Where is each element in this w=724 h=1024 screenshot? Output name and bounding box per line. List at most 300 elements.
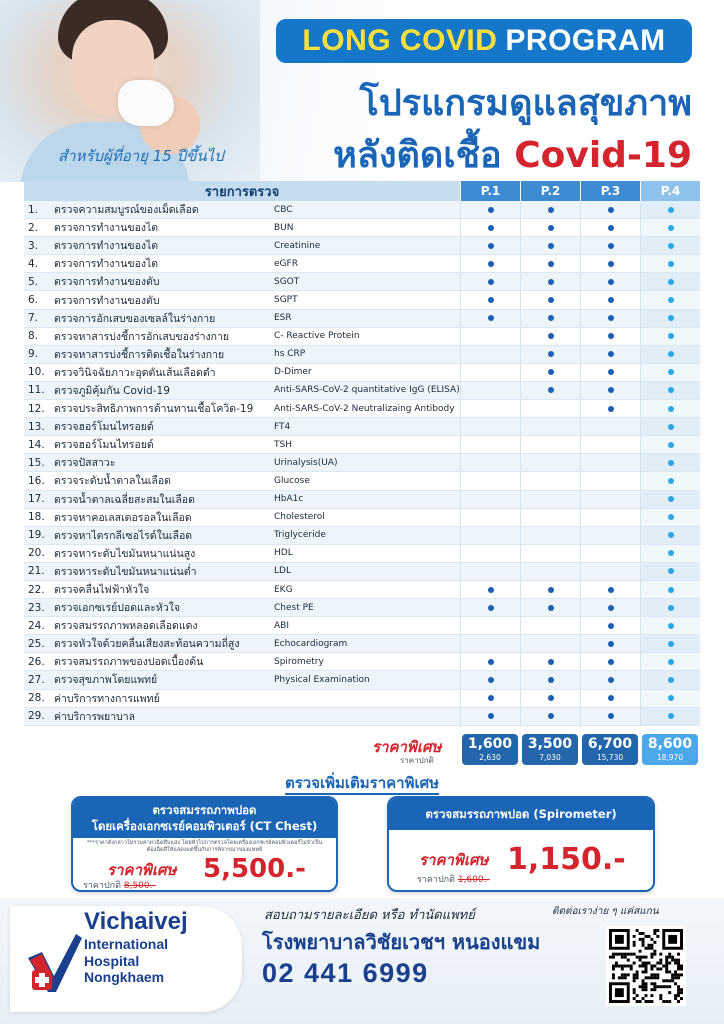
included-dot-icon <box>668 315 674 321</box>
table-row <box>24 237 700 255</box>
row-test-code <box>274 690 460 707</box>
package-cell-p2 <box>520 563 580 580</box>
package-cell-p2 <box>520 400 580 417</box>
package-cell-p4 <box>640 364 700 381</box>
row-thai-name: ตรวจหาสารบ่งชี้การอักเสบของร่างกาย <box>54 330 230 343</box>
row-thai-name: ตรวจความสมบูรณ์ของเม็ดเลือด <box>54 204 199 217</box>
package-cell-p4 <box>640 491 700 508</box>
included-dot-icon <box>608 677 614 683</box>
included-dot-icon <box>668 243 674 249</box>
row-number: 23. <box>28 601 45 614</box>
program-title-banner <box>276 19 692 63</box>
package-cell-p1 <box>460 509 520 526</box>
package-cell-p1 <box>460 364 520 381</box>
table-header-items: รายการตรวจ <box>24 181 460 201</box>
package-cell-p3 <box>580 310 640 327</box>
package-cell-p3 <box>580 491 640 508</box>
row-number: 13. <box>28 420 45 433</box>
program-title-program: PROGRAM <box>505 24 666 57</box>
package-cell-p2 <box>520 454 580 471</box>
package-cell-p3 <box>580 708 640 725</box>
package-cell-p2 <box>520 255 580 272</box>
package-cell-p3 <box>580 527 640 544</box>
included-dot-icon <box>608 315 614 321</box>
logo-text <box>84 908 188 986</box>
included-dot-icon <box>668 514 674 520</box>
package-cell-p2 <box>520 382 580 399</box>
extra-tests-title <box>0 771 724 795</box>
included-dot-icon <box>668 713 674 719</box>
package-cell-p4 <box>640 310 700 327</box>
row-test-code: Physical Examination <box>274 674 370 685</box>
package-cell-p1 <box>460 527 520 544</box>
package-cell-p4 <box>640 255 700 272</box>
package-header-p2: P.2 <box>520 181 580 201</box>
table-body <box>24 201 700 726</box>
included-dot-icon <box>608 406 614 412</box>
included-dot-icon <box>668 478 674 484</box>
row-thai-name: ตรวจหัวใจด้วยคลื่นเสียงสะท้อนความถี่สูง <box>54 638 240 651</box>
package-cell-p4 <box>640 237 700 254</box>
included-dot-icon <box>668 424 674 430</box>
included-dot-icon <box>608 261 614 267</box>
row-number: 10. <box>28 366 45 379</box>
included-dot-icon <box>548 243 554 249</box>
logo-line3: Hospital <box>84 952 140 969</box>
row-test-code: Spirometry <box>274 656 324 667</box>
included-dot-icon <box>488 713 494 719</box>
package-cell-p2 <box>520 418 580 435</box>
included-dot-icon <box>608 225 614 231</box>
row-thai-name: ตรวจสมรรถภาพหลอดเลือดแดง <box>54 620 198 633</box>
scan-note: ติดต่อเราง่าย ๆ แค่สแกน <box>552 906 659 917</box>
package-cell-p4 <box>640 382 700 399</box>
checkup-table <box>24 181 700 726</box>
thai-subtitle <box>333 126 692 182</box>
special-price-p1: 1,600 <box>467 736 513 752</box>
package-cell-p1 <box>460 255 520 272</box>
included-dot-icon <box>668 351 674 357</box>
package-cell-p1 <box>460 653 520 670</box>
package-cell-p2 <box>520 273 580 290</box>
header-banner <box>0 0 724 182</box>
row-test-code: Echocardiogram <box>274 638 348 649</box>
table-row <box>24 201 700 219</box>
package-cell-p4 <box>640 400 700 417</box>
row-thai-name: ตรวจประสิทธิภาพการต้านทานเชื้อโควิด-19 <box>54 403 254 416</box>
package-cell-p1 <box>460 418 520 435</box>
included-dot-icon <box>488 243 494 249</box>
package-cell-p4 <box>640 472 700 489</box>
included-dot-icon <box>608 641 614 647</box>
row-test-code: EKG <box>274 584 293 595</box>
package-header-p1: P.1 <box>460 181 520 201</box>
package-cell-p3 <box>580 581 640 598</box>
included-dot-icon <box>668 442 674 448</box>
included-dot-icon <box>668 587 674 593</box>
table-row <box>24 545 700 563</box>
package-cell-p4 <box>640 545 700 562</box>
included-dot-icon <box>548 225 554 231</box>
package-cell-p3 <box>580 418 640 435</box>
included-dot-icon <box>548 605 554 611</box>
table-row <box>24 382 700 400</box>
row-thai-name: ตรวจการทำงานของไต <box>54 222 159 235</box>
special-price-p2: 3,500 <box>527 736 573 752</box>
package-cell-p3 <box>580 328 640 345</box>
thai-title: โปรแกรมดูแลสุขภาพ <box>359 83 692 124</box>
row-test-code: C- Reactive Protein <box>274 331 360 342</box>
row-test-code: ESR <box>274 313 292 324</box>
package-cell-p4 <box>640 346 700 363</box>
row-number: 28. <box>28 692 45 705</box>
ct-special-label: ราคาพิเศษ <box>107 861 177 879</box>
package-cell-p4 <box>640 599 700 616</box>
ct-normal-price <box>83 878 156 892</box>
included-dot-icon <box>488 605 494 611</box>
row-test-code: hs CRP <box>274 349 306 360</box>
price-box-p4 <box>642 734 698 765</box>
included-dot-icon <box>668 279 674 285</box>
package-cell-p3 <box>580 255 640 272</box>
price-row <box>24 734 700 766</box>
spirometer-card <box>387 796 655 892</box>
included-dot-icon <box>608 587 614 593</box>
package-cell-p2 <box>520 653 580 670</box>
table-row <box>24 563 700 581</box>
table-row <box>24 690 700 708</box>
row-test-code: HbA1c <box>274 494 304 505</box>
row-thai-name: ตรวจหาระดับไขมันหนาแน่นต่ำ <box>54 565 197 578</box>
special-price-label: ราคาพิเศษ <box>372 738 442 756</box>
included-dot-icon <box>668 406 674 412</box>
row-test-code: D-Dimer <box>274 367 312 378</box>
row-test-code: Anti-SARS-CoV-2 Neutralizaing Antibody <box>274 403 455 414</box>
included-dot-icon <box>548 659 554 665</box>
row-thai-name: ตรวจวินิจฉัยภาวะอุดตันเส้นเลือดดำ <box>54 366 216 379</box>
row-thai-name: ตรวจสมรรถภาพของปอดเบื้องต้น <box>54 656 204 669</box>
included-dot-icon <box>668 225 674 231</box>
package-cell-p1 <box>460 635 520 652</box>
row-thai-name: ตรวจน้ำตาลเฉลี่ยสะสมในเลือด <box>54 493 195 506</box>
included-dot-icon <box>488 225 494 231</box>
package-cell-p4 <box>640 454 700 471</box>
package-cell-p4 <box>640 436 700 453</box>
included-dot-icon <box>668 496 674 502</box>
table-row <box>24 509 700 527</box>
ct-note-line1: ***ราคาดังกล่าวไม่รวมค่ายาฉีดทึบแสง โดยทั่วไปการตรวจโดยเครื่องเอกซเรย์คอมพิวเตอร์ไม่จำเป็น <box>86 840 323 846</box>
included-dot-icon <box>548 207 554 213</box>
package-cell-p2 <box>520 237 580 254</box>
included-dot-icon <box>668 369 674 375</box>
table-row <box>24 635 700 653</box>
row-test-code: HDL <box>274 548 293 559</box>
included-dot-icon <box>488 315 494 321</box>
package-cell-p2 <box>520 545 580 562</box>
row-test-code: FT4 <box>274 421 291 432</box>
row-thai-name: ตรวจสุขภาพโดยแพทย์ <box>54 674 158 687</box>
package-cell-p4 <box>640 653 700 670</box>
special-price-p3: 6,700 <box>587 736 633 752</box>
package-cell-p2 <box>520 291 580 308</box>
package-cell-p2 <box>520 599 580 616</box>
included-dot-icon <box>548 261 554 267</box>
package-cell-p1 <box>460 436 520 453</box>
row-test-code <box>274 708 460 725</box>
row-test-code: LDL <box>274 566 291 577</box>
package-cell-p3 <box>580 599 640 616</box>
included-dot-icon <box>668 641 674 647</box>
included-dot-icon <box>608 333 614 339</box>
package-cell-p2 <box>520 509 580 526</box>
table-header <box>24 181 700 201</box>
package-cell-p4 <box>640 690 700 707</box>
package-cell-p1 <box>460 472 520 489</box>
included-dot-icon <box>668 695 674 701</box>
program-title-long-covid: LONG COVID <box>302 24 498 57</box>
package-cell-p2 <box>520 364 580 381</box>
package-cell-p3 <box>580 545 640 562</box>
package-cell-p3 <box>580 472 640 489</box>
row-number: 21. <box>28 565 45 578</box>
package-cell-p3 <box>580 653 640 670</box>
row-number: 27. <box>28 673 45 686</box>
thai-subtitle-text: หลังติดเชื้อ <box>333 135 502 176</box>
included-dot-icon <box>488 261 494 267</box>
logo-line2: International <box>84 936 169 952</box>
package-cell-p3 <box>580 291 640 308</box>
package-cell-p1 <box>460 454 520 471</box>
ct-note <box>73 838 336 854</box>
extra-tests-title-text: ตรวจเพิ่มเติมราคาพิเศษ <box>285 774 439 795</box>
package-cell-p2 <box>520 472 580 489</box>
included-dot-icon <box>608 387 614 393</box>
included-dot-icon <box>608 207 614 213</box>
package-cell-p3 <box>580 364 640 381</box>
row-thai-name: ตรวจระดับน้ำตาลในเลือด <box>54 475 171 488</box>
row-number: 16. <box>28 474 45 487</box>
table-row <box>24 454 700 472</box>
ct-chest-card <box>71 796 338 892</box>
included-dot-icon <box>488 297 494 303</box>
row-thai-name: ตรวจฮอร์โมนไทรอยด์ <box>54 439 154 452</box>
hospital-checkmark-logo-icon <box>24 930 84 996</box>
contact-question: สอบถามรายละเอียด หรือ ทำนัดแพทย์ <box>264 908 475 923</box>
package-cell-p1 <box>460 690 520 707</box>
row-thai-name: ตรวจการทำงานของไต <box>54 240 159 253</box>
package-cell-p4 <box>640 273 700 290</box>
package-cell-p4 <box>640 418 700 435</box>
row-test-code: SGOT <box>274 276 300 287</box>
row-test-code: Triglyceride <box>274 530 326 541</box>
row-thai-name: ค่าบริการทางการแพทย์ <box>54 692 160 705</box>
package-cell-p4 <box>640 635 700 652</box>
row-thai-name: ตรวจหาระดับไขมันหนาแน่นสูง <box>54 547 196 560</box>
included-dot-icon <box>668 460 674 466</box>
row-thai-name: ตรวจปัสสาวะ <box>54 457 116 470</box>
package-cell-p3 <box>580 563 640 580</box>
package-cell-p2 <box>520 635 580 652</box>
package-cell-p4 <box>640 527 700 544</box>
row-number: 25. <box>28 637 45 650</box>
package-cell-p3 <box>580 201 640 218</box>
table-row <box>24 472 700 490</box>
package-cell-p2 <box>520 201 580 218</box>
row-thai-name: ตรวจหาไตรกลีเซอไรด์ในเลือด <box>54 529 193 542</box>
included-dot-icon <box>668 550 674 556</box>
row-number: 2. <box>28 221 39 234</box>
included-dot-icon <box>608 713 614 719</box>
table-row <box>24 273 700 291</box>
included-dot-icon <box>548 713 554 719</box>
package-cell-p1 <box>460 708 520 725</box>
included-dot-icon <box>548 351 554 357</box>
row-test-code: eGFR <box>274 258 298 269</box>
row-thai-name: ตรวจคลื่นไฟฟ้าหัวใจ <box>54 584 150 597</box>
price-box-p2 <box>522 734 578 765</box>
package-cell-p4 <box>640 328 700 345</box>
special-price-p4: 8,600 <box>647 736 693 752</box>
row-number: 19. <box>28 529 45 542</box>
included-dot-icon <box>608 623 614 629</box>
package-cell-p1 <box>460 201 520 218</box>
table-row <box>24 527 700 545</box>
spiro-normal-label: ราคาปกติ <box>417 875 455 885</box>
spirometer-card-head: ตรวจสมรรถภาพปอด (Spirometer) <box>389 798 653 830</box>
ct-normal-label: ราคาปกติ <box>83 881 121 891</box>
table-row <box>24 418 700 436</box>
package-cell-p1 <box>460 599 520 616</box>
table-row <box>24 708 700 726</box>
price-box-p3 <box>582 734 638 765</box>
row-number: 14. <box>28 438 45 451</box>
included-dot-icon <box>668 261 674 267</box>
package-cell-p2 <box>520 708 580 725</box>
package-cell-p1 <box>460 581 520 598</box>
covid-label: Covid-19 <box>514 135 692 176</box>
ct-chest-card-head <box>73 798 336 838</box>
table-row <box>24 491 700 509</box>
package-cell-p1 <box>460 273 520 290</box>
package-cell-p3 <box>580 690 640 707</box>
package-cell-p4 <box>640 219 700 236</box>
included-dot-icon <box>668 677 674 683</box>
row-number: 5. <box>28 275 39 288</box>
table-row <box>24 436 700 454</box>
row-number: 3. <box>28 239 39 252</box>
table-row <box>24 364 700 382</box>
included-dot-icon <box>608 695 614 701</box>
spiro-special-price: 1,150.- <box>507 842 626 877</box>
qr-code-icon[interactable] <box>606 926 686 1006</box>
package-header-p3: P.3 <box>580 181 640 201</box>
included-dot-icon <box>548 587 554 593</box>
row-thai-name: ตรวจเอกซเรย์ปอดและหัวใจ <box>54 602 180 615</box>
row-thai-name: ตรวจการอักเสบของเซลล์ในร่างกาย <box>54 312 216 325</box>
row-number: 24. <box>28 619 45 632</box>
package-cell-p4 <box>640 291 700 308</box>
phone-number[interactable]: 02 441 6999 <box>262 958 429 988</box>
included-dot-icon <box>668 605 674 611</box>
package-cell-p1 <box>460 617 520 634</box>
package-cell-p1 <box>460 671 520 688</box>
row-number: 9. <box>28 348 39 361</box>
included-dot-icon <box>608 659 614 665</box>
package-cell-p1 <box>460 346 520 363</box>
included-dot-icon <box>668 568 674 574</box>
package-cell-p1 <box>460 219 520 236</box>
included-dot-icon <box>668 297 674 303</box>
row-thai-name: ตรวจหาสารบ่งชี้การติดเชื้อในร่างกาย <box>54 348 225 361</box>
row-test-code: Urinalysis(UA) <box>274 457 338 468</box>
package-cell-p3 <box>580 635 640 652</box>
normal-price-label: ราคาปกติ <box>400 756 434 765</box>
package-cell-p1 <box>460 545 520 562</box>
row-thai-name: ตรวจภูมิคุ้มกัน Covid-19 <box>54 384 170 397</box>
row-test-code: Creatinine <box>274 240 321 251</box>
included-dot-icon <box>668 333 674 339</box>
package-cell-p4 <box>640 563 700 580</box>
package-cell-p3 <box>580 617 640 634</box>
row-number: 8. <box>28 330 39 343</box>
package-cell-p2 <box>520 690 580 707</box>
package-cell-p1 <box>460 291 520 308</box>
package-cell-p3 <box>580 346 640 363</box>
row-number: 4. <box>28 257 39 270</box>
row-number: 17. <box>28 493 45 506</box>
package-cell-p1 <box>460 382 520 399</box>
package-cell-p4 <box>640 671 700 688</box>
logo-line1: Vichaivej <box>84 908 188 935</box>
included-dot-icon <box>608 297 614 303</box>
row-thai-name: ค่าบริการพยาบาล <box>54 710 136 723</box>
package-cell-p1 <box>460 563 520 580</box>
spiro-normal-price <box>417 872 490 886</box>
normal-price-p3: 15,730 <box>596 753 624 762</box>
package-cell-p4 <box>640 201 700 218</box>
package-cell-p1 <box>460 310 520 327</box>
hospital-name: โรงพยาบาลวิชัยเวชฯ หนองแขม <box>262 930 541 954</box>
row-thai-name: ตรวจการทำงานของตับ <box>54 276 160 289</box>
included-dot-icon <box>548 315 554 321</box>
included-dot-icon <box>548 695 554 701</box>
row-thai-name: ตรวจการทำงานของไต <box>54 258 159 271</box>
table-row <box>24 599 700 617</box>
included-dot-icon <box>608 605 614 611</box>
row-test-code: Anti-SARS-CoV-2 quantitative IgG (ELISA) <box>274 385 460 396</box>
table-row <box>24 671 700 689</box>
row-test-code: SGPT <box>274 295 298 306</box>
package-cell-p1 <box>460 491 520 508</box>
package-cell-p1 <box>460 237 520 254</box>
ct-normal-value: 8,500.- <box>123 881 156 891</box>
included-dot-icon <box>488 587 494 593</box>
package-cell-p2 <box>520 328 580 345</box>
included-dot-icon <box>608 369 614 375</box>
package-cell-p2 <box>520 671 580 688</box>
package-cell-p3 <box>580 454 640 471</box>
logo-line4: Nongkhaem <box>84 969 165 985</box>
included-dot-icon <box>488 659 494 665</box>
included-dot-icon <box>548 333 554 339</box>
row-test-code: TSH <box>274 439 292 450</box>
included-dot-icon <box>488 695 494 701</box>
row-thai-name: ตรวจฮอร์โมนไทรอยด์ <box>54 421 154 434</box>
row-test-code: Glucose <box>274 475 310 486</box>
package-cell-p4 <box>640 617 700 634</box>
spiro-normal-value: 1,600.- <box>457 875 490 885</box>
included-dot-icon <box>488 207 494 213</box>
